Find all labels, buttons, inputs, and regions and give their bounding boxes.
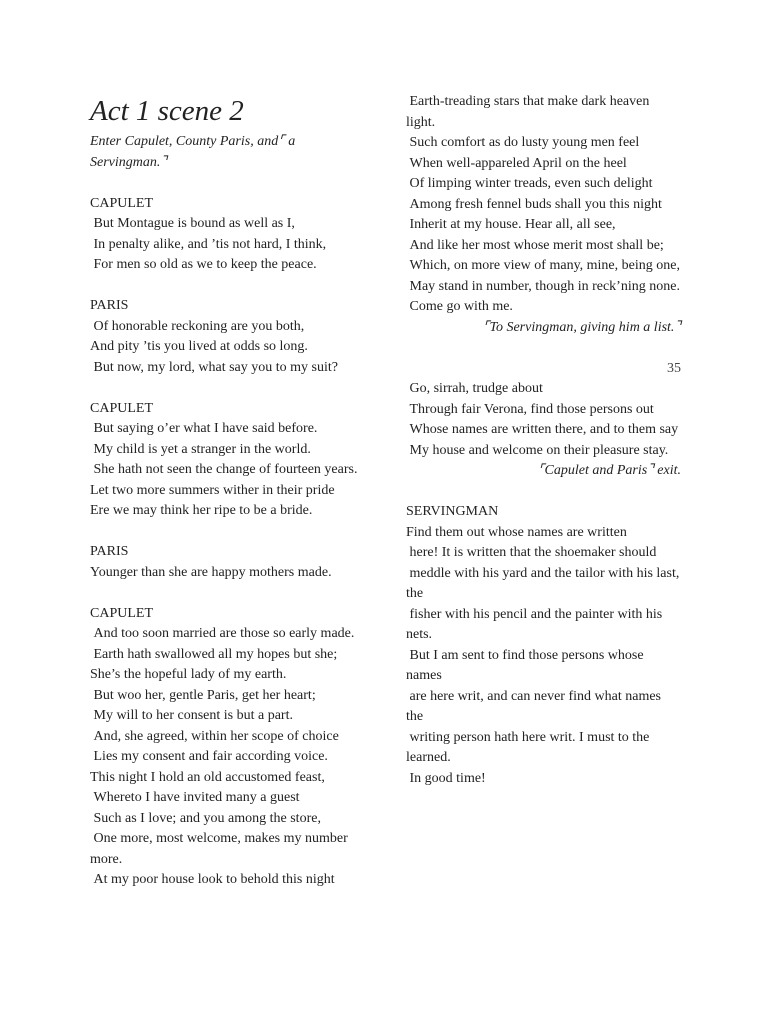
verse-line: She’s the hopeful lady of my earth. (90, 667, 287, 682)
verse-line: Earth-treading stars that make dark heaven light. (406, 94, 653, 130)
left-column (90, 92, 365, 891)
verse-line: But Montague is bound as well as I, (90, 216, 295, 231)
verse-line: Lies my consent and fair according voice. (90, 749, 328, 764)
verse-line: One more, most welcome, makes my number more. (90, 831, 352, 867)
verse-line: Through fair Verona, find those persons out (406, 401, 654, 417)
verse-line: Among fresh fennel buds shall you this night (406, 196, 662, 212)
verse-line: Whose names are written there, and to them say (406, 422, 679, 437)
speaker-name: PARIS (90, 298, 129, 313)
verse-line: Which, on more view of many, mine, being one, (406, 258, 680, 273)
verse-line: But woo her, gentle Paris, get her heart; (90, 687, 316, 703)
left-speeches (90, 194, 365, 891)
verse-line: May stand in number, though in reck’ning none. (406, 278, 680, 294)
verse-line: She hath not seen the change of fourteen years. (90, 462, 358, 477)
verse-line: Go, sirrah, trudge about (406, 381, 543, 396)
servingman-speech (406, 523, 681, 790)
scene-title: Act 1 scene 2 (90, 95, 244, 127)
spacer (90, 583, 365, 604)
verse-line: Find them out whose names are written (406, 524, 627, 540)
verse-line: My child is yet a stranger in the world. (90, 441, 311, 457)
verse-line: And too soon married are those so early made. (90, 626, 355, 641)
spacer (90, 276, 365, 297)
verse-line: here! It is written that the shoemaker should (406, 545, 657, 560)
verse-line: When well-appareled April on the heel (406, 155, 627, 171)
stage-direction-exit: ⌜Capulet and Paris⌝ exit. (537, 463, 681, 478)
verse-line: But I am sent to find those persons whose names (406, 647, 648, 683)
verse-line: My will to her consent is but a part. (90, 708, 293, 723)
right-top-speech (406, 92, 681, 318)
verse-line: Inherit at my house. Hear all, all see, (406, 217, 616, 232)
verse-line: Of limping winter treads, even such delight (406, 176, 653, 191)
verse-line: Of honorable reckoning are you both, (90, 318, 305, 334)
verse-line: And like her most whose merit most shall be; (406, 237, 664, 253)
spacer (406, 482, 681, 503)
verse-line: This night I hold an old accustomed feast, (90, 769, 325, 785)
verse-line: But saying o’er what I have said before. (90, 421, 318, 436)
spacer (90, 173, 365, 194)
verse-line: Earth hath swallowed all my hopes but she; (90, 646, 338, 662)
verse-line: fisher with his pencil and the painter with his nets. (406, 606, 666, 642)
verse-line: My house and welcome on their pleasure stay. (406, 442, 669, 458)
verse-line: Come go with me. (406, 299, 513, 314)
stage-direction-list: ⌜To Servingman, giving him a list.⌝ (482, 319, 681, 335)
verse-line: In penalty alike, and ’tis not hard, I think, (90, 236, 327, 252)
speaker-name: CAPULET (90, 400, 153, 416)
verse-line: Whereto I have invited many a guest (90, 790, 300, 805)
speaker-name: CAPULET (90, 195, 153, 211)
verse-line: meddle with his yard and the tailor with his last, the (406, 565, 683, 601)
stage-direction-entry: Enter Capulet, County Paris, and⌜ a Servingman.⌝ (90, 134, 296, 170)
verse-line: For men so old as we to keep the peace. (90, 257, 317, 272)
speaker-name: PARIS (90, 544, 129, 559)
speaker-name: SERVINGMAN (406, 504, 499, 519)
spacer (90, 522, 365, 543)
verse-line: Such as I love; and you among the store, (90, 810, 321, 826)
verse-line: Let two more summers wither in their pride (90, 482, 335, 498)
verse-line: And, she agreed, within her scope of choice (90, 728, 339, 744)
spacer (406, 338, 681, 359)
right-mid-speech (406, 379, 681, 461)
right-column (406, 92, 681, 789)
verse-line: Ere we may think her ripe to be a bride. (90, 503, 313, 518)
spacer (90, 378, 365, 399)
verse-line: are here writ, and can never find what names the (406, 688, 665, 724)
line-number: 35 (667, 360, 681, 376)
verse-line: Such comfort as do lusty young men feel (406, 135, 640, 150)
verse-line: At my poor house look to behold this night (90, 872, 335, 887)
verse-line: Younger than she are happy mothers made. (90, 564, 332, 580)
verse-line: And pity ’tis you lived at odds so long. (90, 339, 308, 354)
speaker-name: CAPULET (90, 605, 153, 621)
verse-line: But now, my lord, what say you to my suit? (90, 359, 338, 375)
verse-line: In good time! (406, 770, 486, 786)
verse-line: writing person hath here writ. I must to the learned. (406, 729, 653, 765)
